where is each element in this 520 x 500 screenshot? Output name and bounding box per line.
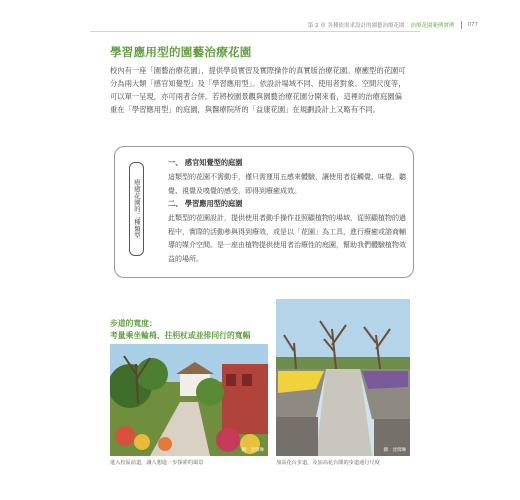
photo-credit: 圖：沈瑞琳 bbox=[383, 448, 406, 453]
photo-credit: 圖：沈瑞琳 bbox=[241, 448, 264, 453]
section-heading: 學習應用型的園藝治療花園 bbox=[110, 45, 252, 59]
pathway-photo bbox=[110, 344, 268, 456]
running-header-section: 治療花園範例實例 bbox=[410, 23, 455, 29]
photo-title-line2: 考量乘坐輪椅、拄枴杖或並排同行的寬幅 bbox=[110, 331, 251, 340]
photo-caption: 進入校區前道，讓人想進一步探索的風景 bbox=[110, 460, 204, 466]
sidebar-label: 療癒花園的二種類型 bbox=[133, 179, 141, 239]
type2-heading: 二、 學習應用型的庭園 bbox=[168, 199, 243, 208]
photo-section-title bbox=[110, 318, 250, 342]
header-divider bbox=[461, 21, 462, 29]
photo-title-line1: 步道的寬度： bbox=[110, 319, 157, 328]
running-header bbox=[308, 21, 478, 29]
photo-caption: 加高花台步道，及加高花台間的步道通行尺度 bbox=[276, 460, 380, 466]
type1-heading: 一、 感官知覺型的庭園 bbox=[168, 158, 243, 167]
running-header-chapter: 第 2 章 各種依需求設計的園藝治療花園 bbox=[307, 23, 405, 29]
page-number: 077 bbox=[467, 22, 478, 28]
type2-text: 此類型的花園設計，提供使用者動手操作並照顧植物的場域，從照顧植物的過程中，實際的活動參與得到療效，或是以「花園」為工具，進行療癒或諮商輔導的媒介空間。是一座由植物提供使用者治療性的庭園，幫助我們體驗植物效益的場所。 bbox=[168, 214, 406, 263]
pathway-photo-illustration bbox=[110, 344, 268, 456]
raised-bed-photo-illustration bbox=[276, 299, 410, 456]
header-rule bbox=[90, 31, 420, 32]
raised-bed-photo bbox=[276, 299, 410, 456]
intro-paragraph: 校內有一座「園藝治療花園」，提供學員實習及實際操作的真實版治療花園。療癒型的花園可分為兩大類「感官知覺型」及「學習應用型」。依設計場域不同、使用者對象、空間尺度等，可以單一呈現，亦可兩者合併。若將校園景觀與園藝治療花園分開來看，這裡的治療庭園偏重在「學習應用型」的庭園，與醫療院所的「益康花園」在規劃設計上又略有不同。 bbox=[110, 66, 406, 114]
type1-text: 這類型的花園不需動手，僅只需運用五感來體驗，讓使用者從觸覺、味覺、聽覺、視覺及嗅覺的感受，即得到療癒成效。 bbox=[168, 173, 406, 195]
sidebar-label-box bbox=[129, 162, 144, 256]
